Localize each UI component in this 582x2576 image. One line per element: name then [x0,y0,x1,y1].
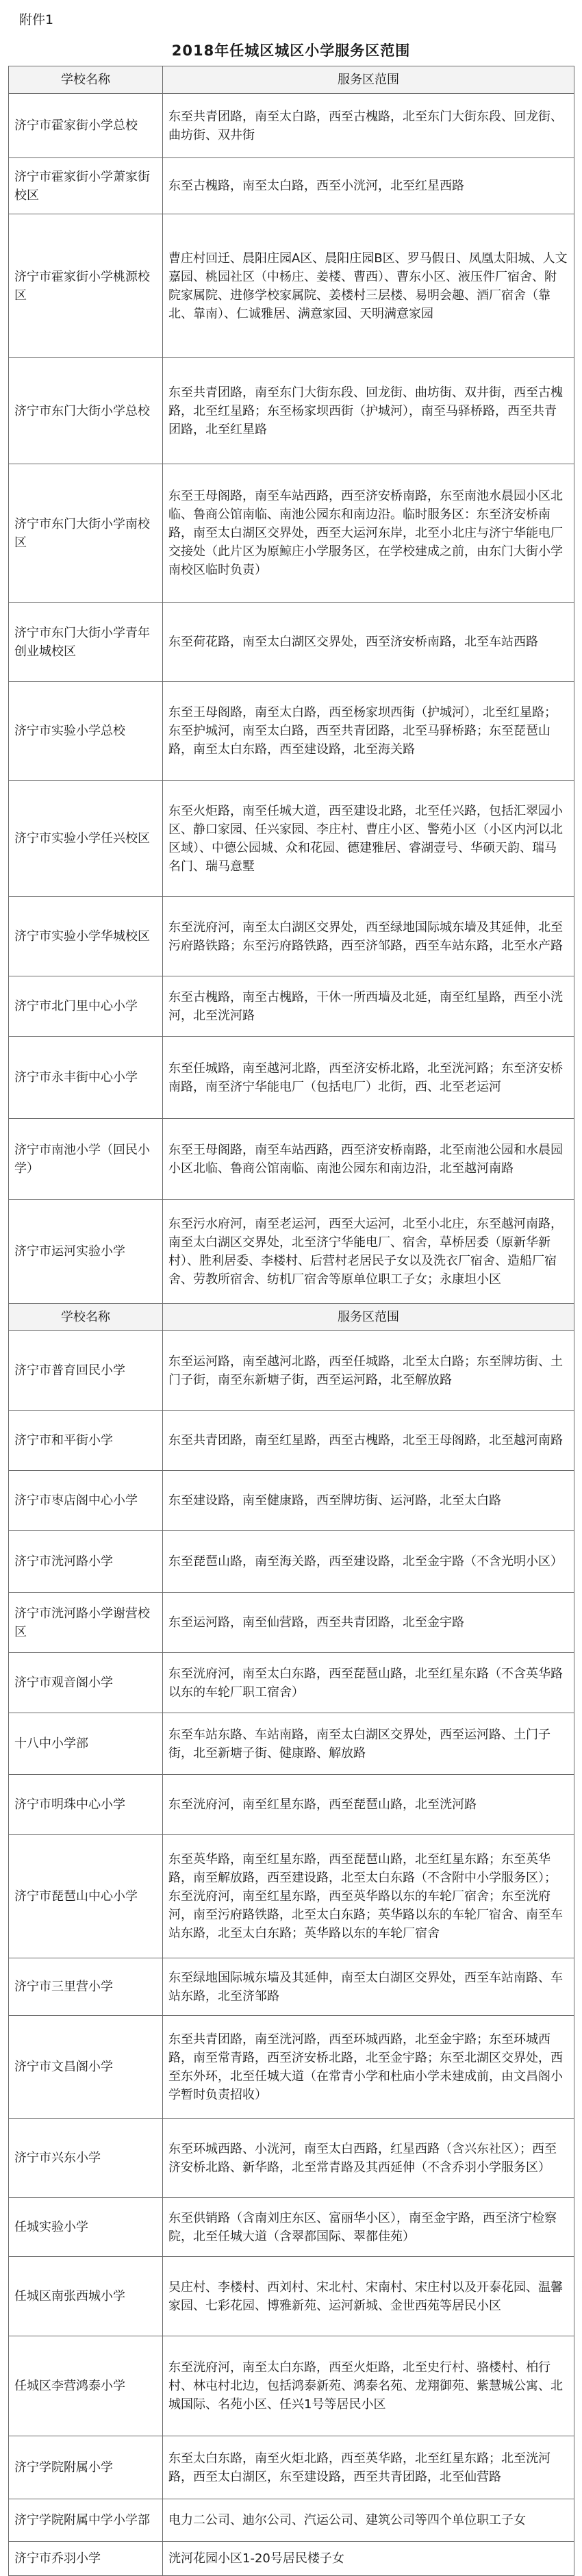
service-range: 东至古槐路，南至太白路，西至小洸河，北至红星西路 [163,158,574,214]
page-title: 2018年任城区城区小学服务区范围 [171,42,411,59]
service-range: 东至英华路，南至红星东路，西至琵琶山路，北至红星东路；东至英华路，南至解放路，西至建设路，北至太白东路（不含附中小学服务区）；东至洸府河，南至红星东路，西至英华路以东的车轮厂宿舍；东至洸府河，南至污府路铁路，北至太白东路；英华路以东的车轮厂宿舍、南至车站东路，北至太白东路；英华路以东的车轮厂宿舍 [163,1835,574,1958]
service-range: 东至任城路，南至越河北路，西至济安桥北路，北至洸河路；东至济安桥南路，南至济宁华能电厂（包括电厂）北街，西、北至老运河 [163,1037,574,1119]
table-row [9,464,574,603]
table-header-row [9,66,574,94]
service-range: 东至古槐路，南至古槐路，干休一所西墙及北延，南至红星路，西至小洸河，北至洸河路 [163,976,574,1037]
service-range: 东至王母阁路，南至车站西路，西至济安桥南路，东至南池水晨园小区北临、鲁商公馆南临、南池公园东和南边沿。临时服务区：东至济安桥南路，南至太白湖区交界处，西至大运河东岸，北至小北庄与济宁华能电厂交接处（此片区为原鲸庄小学服务区，在学校建成之前，由东门大街小学南校区临时负责） [163,464,574,603]
table-row [9,1411,574,1471]
table-row [9,1471,574,1531]
school-name: 济宁市兴东小学 [9,2119,163,2198]
table-row [9,2198,574,2257]
table-row [9,1531,574,1593]
service-range: 东至共青团路，南至红星路，西至古槐路，北至王母阁路，北至越河南路 [163,1411,574,1471]
service-range: 洸河花园小区1-20号居民楼子女 [163,2542,574,2576]
service-range: 东至琵琶山路，南至海关路，西至建设路，北至金宇路（不含光明小区） [163,1531,574,1593]
table-row [9,976,574,1037]
service-range: 东至污水府河，南至老运河，西至大运河，北至小北庄，东至越河南路，南至太白湖区交界处，北至济宁华能电厂、宿舍，草桥居委（原新华新村）、胜利居委、李楼村、后营村老居民子女以及洗衣厂宿舍、造船厂宿舍、劳教所宿舍、纺机厂宿舍等原单位职工子女；永康坦小区 [163,1200,574,1304]
school-name: 任城区南张西城小学 [9,2257,163,2336]
school-name: 济宁市明珠中心小学 [9,1775,163,1835]
table-row [9,2499,574,2542]
school-name: 济宁市琵琶山中心小学 [9,1835,163,1958]
table-row [9,214,574,358]
service-range: 东至王母阁路，南至车站西路，西至济安桥南路，北至南池公园和水晨园小区北临、鲁商公馆南临、南池公园东和南边沿，北至越河南路 [163,1119,574,1200]
table-row [9,781,574,897]
table-row [9,2436,574,2499]
service-range: 东至共青团路，南至东门大街东段、回龙街、曲坊街、双井街，西至古槐路，北至红星路；东至杨家坝西街（护城河），南至马驿桥路，西至共青团路，北至红星路 [163,358,574,464]
table-row [9,897,574,976]
table-row [9,2016,574,2119]
service-range: 东至洸府河，南至红星东路，西至琵琶山路，北至洸河路 [163,1775,574,1835]
service-range: 东至车站东路、车站南路，南至太白湖区交界处，西至运河路、土门子街，北至新塘子街、健康路、解放路 [163,1713,574,1775]
school-name: 济宁学院附属中学小学部 [9,2499,163,2542]
header-range: 服务区范围 [163,66,574,94]
table-row [9,1119,574,1200]
service-range: 东至建设路，南至健康路，西至牌坊街、运河路，北至太白路 [163,1471,574,1531]
school-name: 济宁市实验小学华城校区 [9,897,163,976]
service-range: 吴庄村、李楼村、西刘村、宋北村、宋南村、宋庄村以及开泰花园、温馨家园、七彩花园、博雅新苑、运河新城、金世西苑等居民小区 [163,2257,574,2336]
school-name: 济宁市洸河路小学 [9,1531,163,1593]
school-name: 济宁市普育回民小学 [9,1331,163,1411]
school-name: 济宁学院附属小学 [9,2436,163,2499]
service-area-table [8,66,574,2576]
header-school: 学校名称 [9,66,163,94]
service-range: 东至运河路，南至仙营路，西至共青团路，北至金宇路 [163,1593,574,1653]
school-name: 济宁市霍家街小学萧家街校区 [9,158,163,214]
service-range: 东至洸府河，南至太白湖区交界处，西至绿地国际城东墙及其延伸，北至污府路铁路；东至污府路铁路，西至济邹路，西至车站东路，北至水产路 [163,897,574,976]
service-range: 东至环城西路、小洸河，南至太白西路，红星西路（含兴东社区）；西至济安桥北路、新华路，北至常青路及其西延伸（不含乔羽小学服务区） [163,2119,574,2198]
school-name: 济宁市和平街小学 [9,1411,163,1471]
table-row [9,1775,574,1835]
service-range: 东至绿地国际城东墙及其延伸，南至太白湖区交界处，西至车站南路、车站东路，北至济邹路 [163,1958,574,2016]
table-row [9,1593,574,1653]
table-row [9,1331,574,1411]
school-name: 济宁市文昌阁小学 [9,2016,163,2119]
table-row [9,603,574,682]
school-name: 济宁市实验小学总校 [9,682,163,781]
school-name: 十八中小学部 [9,1713,163,1775]
table-row [9,1653,574,1713]
service-range: 曹庄村回迁、晨阳庄园A区、晨阳庄园B区、罗马假日、凤凰太阳城、人文嘉园、桃园社区（中杨庄、姜楼、曹西）、曹东小区、液压件厂宿舍、附院家属院、进修学校家属院、姜楼村三层楼、易明会趣、酒厂宿舍（靠北、靠南）、仁诚雅居、满意家园、天明满意家园 [163,214,574,358]
school-name: 济宁市运河实验小学 [9,1200,163,1304]
service-range: 东至供销路（含南刘庄东区、富丽华小区），南至金宇路，西至济宁检察院，北至任城大道（含翠都国际、翠都佳苑） [163,2198,574,2257]
school-name: 济宁市北门里中心小学 [9,976,163,1037]
attachment-label: 附件1 [19,12,54,27]
service-range: 东至洸府河，南至太白东路，西至琵琶山路，北至红星东路（不含英华路以东的车轮厂职工宿舍） [163,1653,574,1713]
service-range: 东至运河路，南至越河北路，西至任城路，北至太白路；东至牌坊街、土门子街，南至东新塘子街，西至运河路，北至解放路 [163,1331,574,1411]
table-row [9,358,574,464]
table-row [9,2336,574,2436]
school-name: 济宁市实验小学任兴校区 [9,781,163,897]
school-name: 济宁市洸河路小学谢营校区 [9,1593,163,1653]
school-name: 济宁市东门大街小学青年创业城校区 [9,603,163,682]
table-row [9,2119,574,2198]
table-row [9,2257,574,2336]
school-name: 济宁市霍家街小学总校 [9,94,163,158]
school-name: 济宁市东门大街小学南校区 [9,464,163,603]
school-name: 济宁市东门大街小学总校 [9,358,163,464]
table-row [9,1037,574,1119]
table-row [9,682,574,781]
school-name: 济宁市南池小学（回民小学） [9,1119,163,1200]
header-range: 服务区范围 [163,1304,574,1331]
service-range: 东至共青团路，南至洸河路，西至环城西路，北至金宇路；东至环城西路，南至常青路，西至济安桥北路，北至金宇路；东至北湖区交界处，西至东外环，北至任城大道（在常青小学和杜庙小学未建成前，由文昌阁小学暂时负责招收） [163,2016,574,2119]
service-range: 东至火炬路，南至任城大道，西至建设北路，北至任兴路，包括汇翠园小区、静口家园、任兴家园、李庄村、曹庄小区、警苑小区（小区内河以北区域）、中德公园城、众和花园、德建雅居、睿湖壹号、华硕天韵、瑞马名门、瑞马意墅 [163,781,574,897]
table-row [9,158,574,214]
service-range: 电力二公司、迪尔公司、汽运公司、建筑公司等四个单位职工子女 [163,2499,574,2542]
service-range: 东至王母阁路，南至太白路，西至杨家坝西街（护城河），北至红星路；东至护城河，南至太白路，西至共青团路，北至马驿桥路；东至琵琶山路，南至太白东路，西至建设路，北至海关路 [163,682,574,781]
service-range: 东至太白东路，南至火炬北路，西至英华路，北至红星东路；北至洸河路，西至太白湖区，东至建设路，西至共青团路，北至仙营路 [163,2436,574,2499]
table-row [9,1958,574,2016]
school-name: 任城区李营鸿泰小学 [9,2336,163,2436]
table-row [9,94,574,158]
table-header-row [9,1304,574,1331]
table-row [9,1713,574,1775]
service-range: 东至荷花路，南至太白湖区交界处，西至济安桥南路，北至车站西路 [163,603,574,682]
table-row [9,1835,574,1958]
school-name: 济宁市观音阁小学 [9,1653,163,1713]
table-row [9,2542,574,2576]
service-range: 东至洸府河，南至太白东路，西至火炬路，北至史行村、骆楼村、柏行村、林屯村北边，包括鸿泰新苑、鸿泰名苑、龙翔御苑、紫慧城公寓、北城国际、名苑小区、任兴1号等居民小区 [163,2336,574,2436]
school-name: 济宁市乔羽小学 [9,2542,163,2576]
school-name: 济宁市永丰街中心小学 [9,1037,163,1119]
school-name: 济宁市霍家街小学桃源校区 [9,214,163,358]
school-name: 济宁市枣店阁中心小学 [9,1471,163,1531]
table-row [9,1200,574,1304]
service-range: 东至共青团路，南至太白路，西至古槐路，北至东门大街东段、回龙街、曲坊街、双井街 [163,94,574,158]
school-name: 济宁市三里营小学 [9,1958,163,2016]
school-name: 任城实验小学 [9,2198,163,2257]
header-school: 学校名称 [9,1304,163,1331]
